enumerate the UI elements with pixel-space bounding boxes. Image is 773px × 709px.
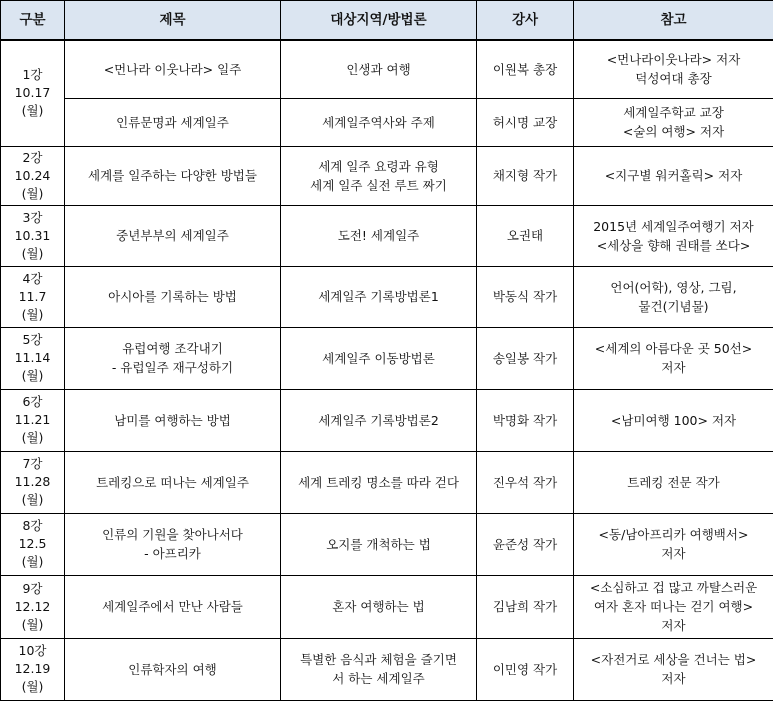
period-cell: 5강 11.14 (월): [1, 327, 65, 389]
table-row: [1, 146, 773, 205]
topic-cell: 세계일주 기록방법론2: [281, 389, 477, 451]
header-topic: 대상지역/방법론: [281, 1, 477, 41]
note-cell: <지구별 워커홀릭> 저자: [574, 146, 773, 205]
topic-cell: 도전! 세계일주: [281, 205, 477, 266]
period-cell: 3강 10.31 (월): [1, 205, 65, 266]
lecturer-cell: 김남희 작가: [477, 575, 574, 638]
topic-cell: 특별한 음식과 체험을 즐기면 서 하는 세계일주: [281, 638, 477, 700]
table-row: [1, 327, 773, 389]
period-cell: 10강 12.19 (월): [1, 638, 65, 700]
title-cell: 인류문명과 세계일주: [65, 98, 281, 146]
note-cell: <자전거로 세상을 건너는 법> 저자: [574, 638, 773, 700]
table-row: [1, 205, 773, 266]
header-title: 제목: [65, 1, 281, 41]
header-period: 구분: [1, 1, 65, 41]
topic-cell: 세계 트레킹 명소를 따라 걷다: [281, 451, 477, 513]
table-row: [1, 266, 773, 327]
topic-cell: 세계 일주 요령과 유형 세계 일주 실전 루트 짜기: [281, 146, 477, 205]
lecturer-cell: 채지형 작가: [477, 146, 574, 205]
period-cell: 2강 10.24 (월): [1, 146, 65, 205]
table-row: [1, 451, 773, 513]
note-cell: <먼나라이웃나라> 저자 덕성여대 총장: [574, 40, 773, 98]
topic-cell: 혼자 여행하는 법: [281, 575, 477, 638]
table-row: [1, 98, 773, 146]
topic-cell: 세계일주역사와 주제: [281, 98, 477, 146]
lecturer-cell: 허시명 교장: [477, 98, 574, 146]
topic-cell: 세계일주 이동방법론: [281, 327, 477, 389]
title-cell: 세계를 일주하는 다양한 방법들: [65, 146, 281, 205]
title-cell: 남미를 여행하는 방법: [65, 389, 281, 451]
topic-cell: 인생과 여행: [281, 40, 477, 98]
period-cell: 4강 11.7 (월): [1, 266, 65, 327]
note-cell: <남미여행 100> 저자: [574, 389, 773, 451]
note-cell: <소심하고 겁 많고 까탈스러운 여자 혼자 떠나는 걷기 여행> 저자: [574, 575, 773, 638]
lecturer-cell: 진우석 작가: [477, 451, 574, 513]
period-cell: 9강 12.12 (월): [1, 575, 65, 638]
lecturer-cell: 박동식 작가: [477, 266, 574, 327]
header-lecturer: 강사: [477, 1, 574, 41]
title-cell: 인류학자의 여행: [65, 638, 281, 700]
period-cell: 7강 11.28 (월): [1, 451, 65, 513]
title-cell: <먼나라 이웃나라> 일주: [65, 40, 281, 98]
title-cell: 중년부부의 세계일주: [65, 205, 281, 266]
header-note: 참고: [574, 1, 773, 41]
lecturer-cell: 오권태: [477, 205, 574, 266]
table-row: [1, 40, 773, 98]
lecturer-cell: 이민영 작가: [477, 638, 574, 700]
note-cell: 언어(어학), 영상, 그림, 물건(기념물): [574, 266, 773, 327]
table-row: [1, 389, 773, 451]
table-row: [1, 638, 773, 700]
lecturer-cell: 송일봉 작가: [477, 327, 574, 389]
lecturer-cell: 윤준성 작가: [477, 513, 574, 575]
period-cell: 8강 12.5 (월): [1, 513, 65, 575]
note-cell: 트레킹 전문 작가: [574, 451, 773, 513]
note-cell: <세계의 아름다운 곳 50선> 저자: [574, 327, 773, 389]
lecturer-cell: 이원복 총장: [477, 40, 574, 98]
header-row: [1, 1, 773, 41]
title-cell: 유럽여행 조각내기 - 유럽일주 재구성하기: [65, 327, 281, 389]
table-row: [1, 513, 773, 575]
topic-cell: 오지를 개척하는 법: [281, 513, 477, 575]
title-cell: 아시아를 기록하는 방법: [65, 266, 281, 327]
note-cell: 세계일주학교 교장 <술의 여행> 저자: [574, 98, 773, 146]
title-cell: 인류의 기원을 찾아나서다 - 아프리카: [65, 513, 281, 575]
topic-cell: 세계일주 기록방법론1: [281, 266, 477, 327]
period-cell: 6강 11.21 (월): [1, 389, 65, 451]
period-cell: 1강 10.17 (월): [1, 40, 65, 146]
note-cell: <동/남아프리카 여행백서> 저자: [574, 513, 773, 575]
title-cell: 세계일주에서 만난 사람들: [65, 575, 281, 638]
lecturer-cell: 박명화 작가: [477, 389, 574, 451]
table-row: [1, 575, 773, 638]
title-cell: 트레킹으로 떠나는 세계일주: [65, 451, 281, 513]
note-cell: 2015년 세계일주여행기 저자 <세상을 향해 권태를 쏘다>: [574, 205, 773, 266]
